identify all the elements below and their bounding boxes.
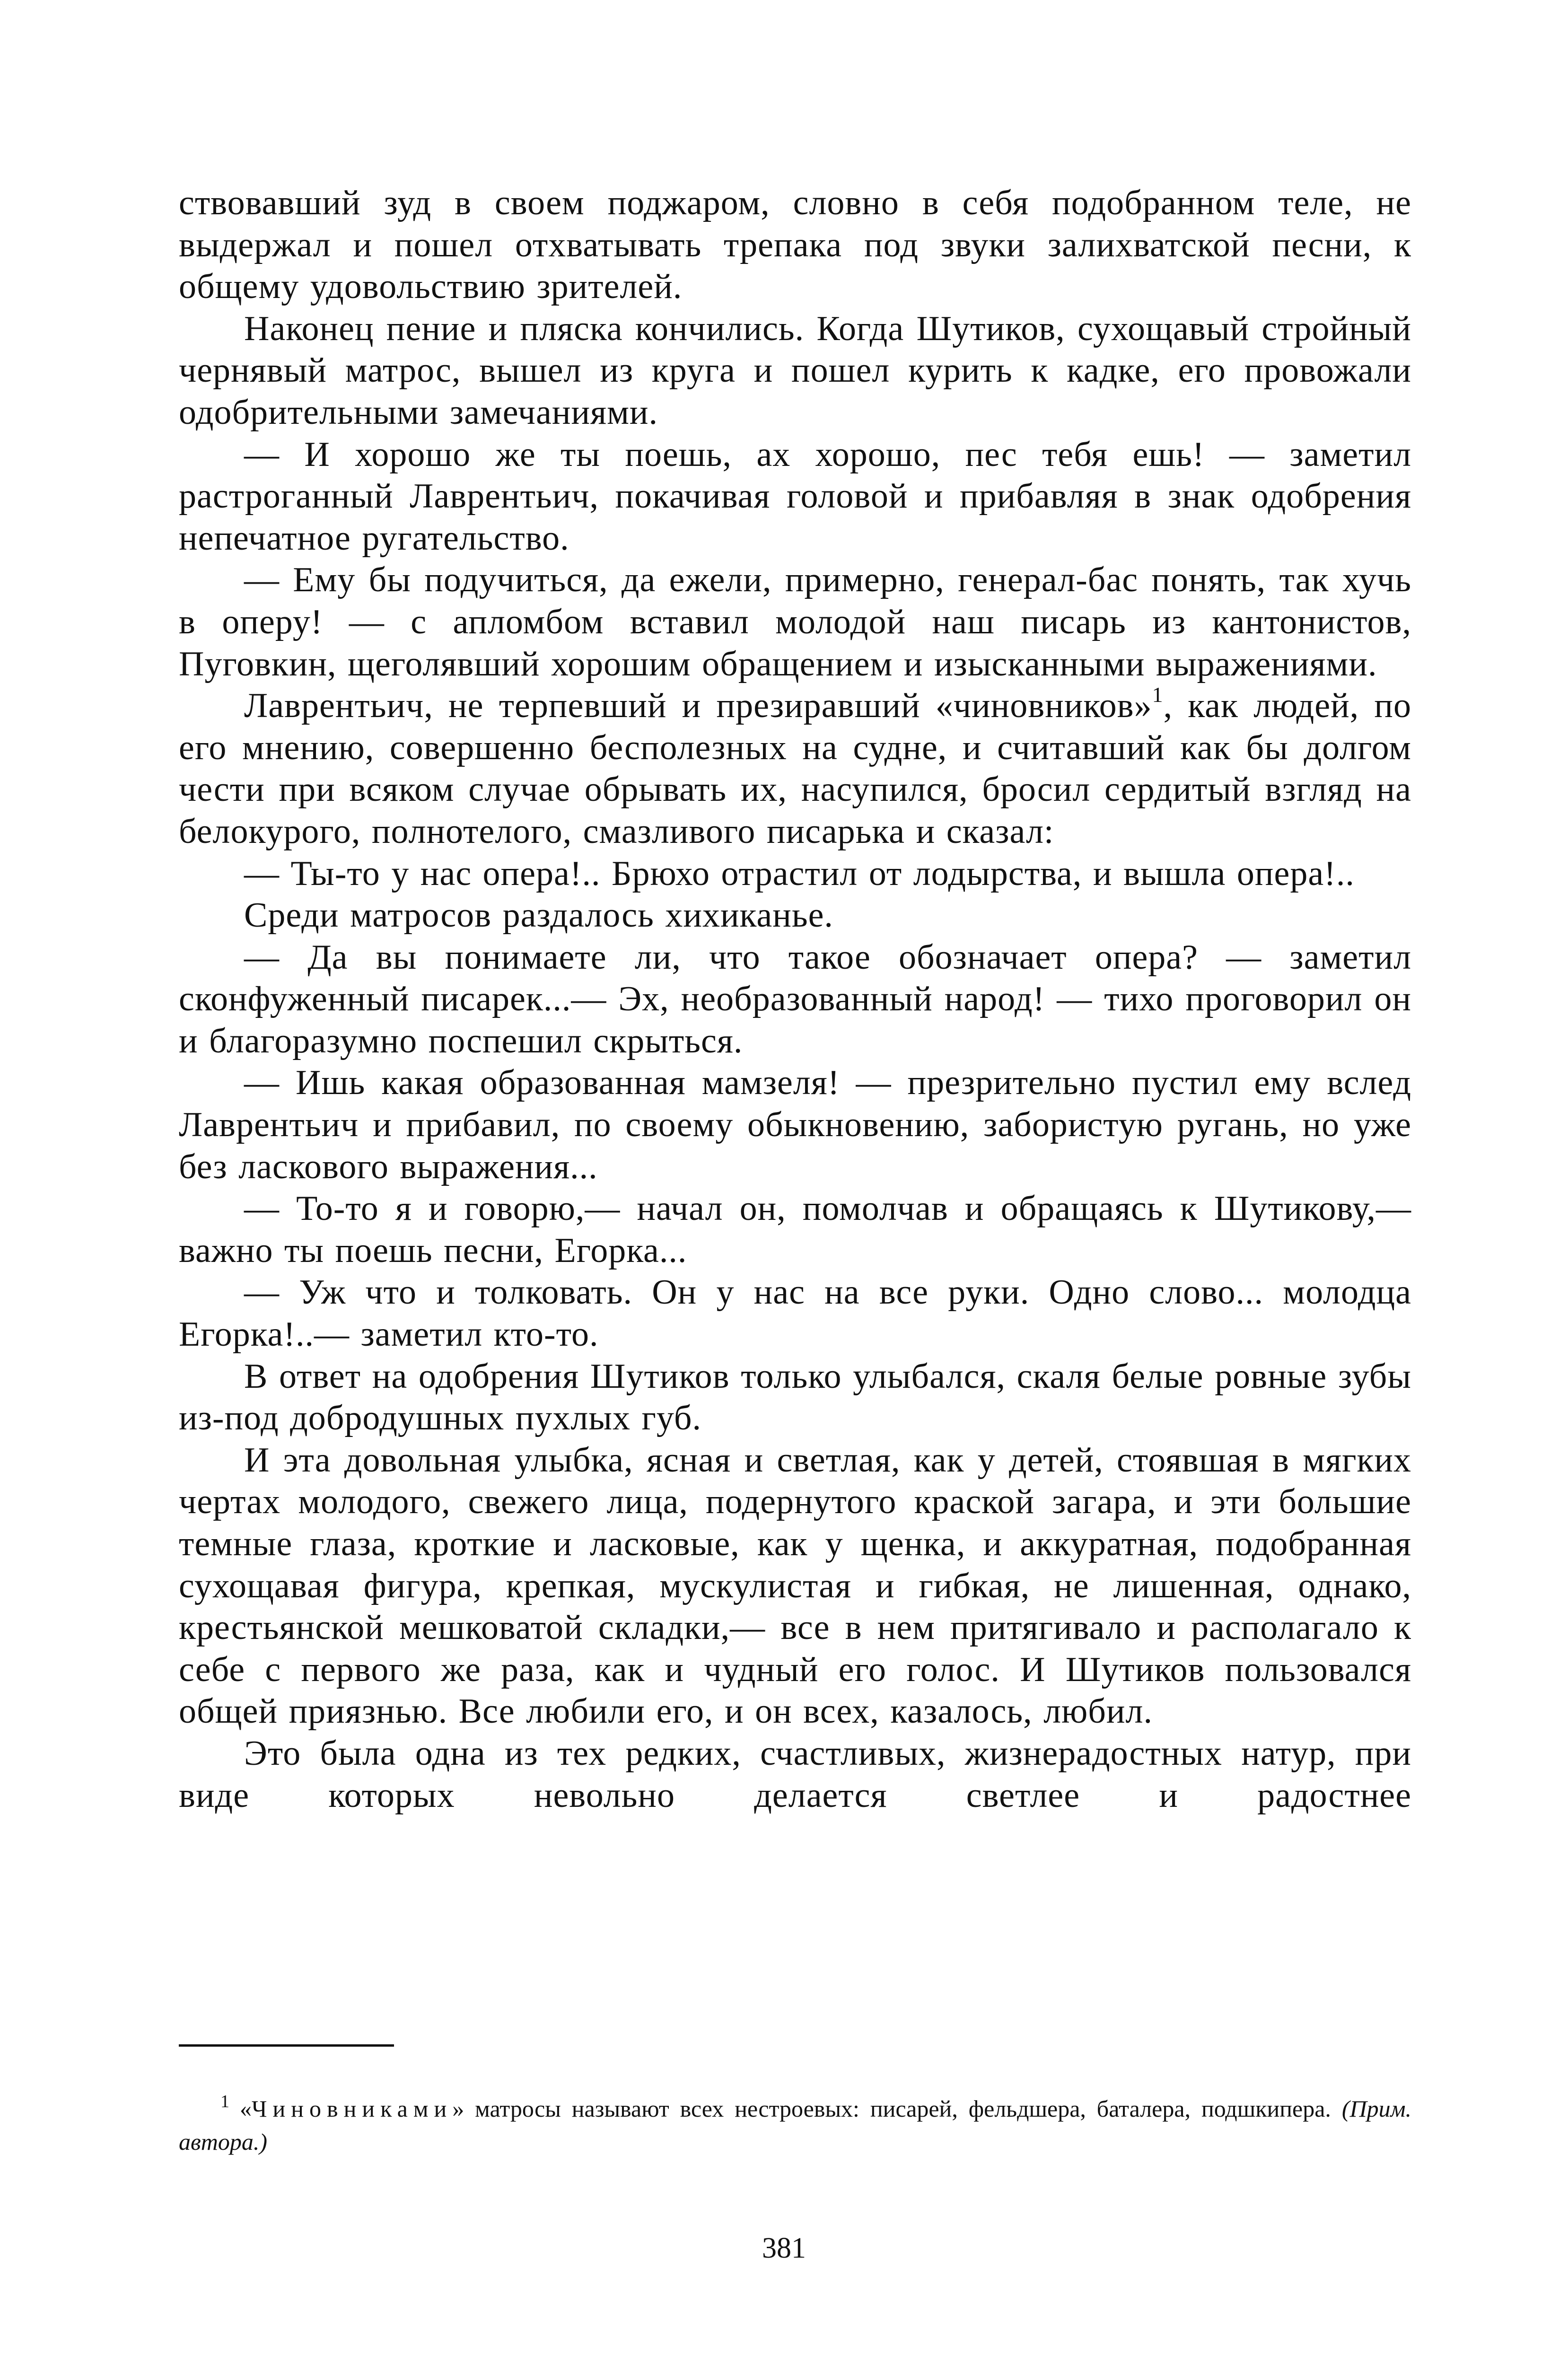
main-text [179, 182, 1411, 1816]
paragraph-5-rest: , как людей, по его мнению, совершенно бесполезных на судне, и считавший как бы долгом чести при всяком случае обрывать их, насупился, бросил сердитый взгляд на белокурого, полнотелого, смазливого писарька и сказал: [179, 686, 1411, 851]
footnote-text: » матросы называют всех нестроевых: писарей, фельдшера, баталера, подшкипера. [452, 2095, 1342, 2122]
paragraph-2: Наконец пение и пляска кончились. Когда Шутиков, сухощавый стройный чернявый матрос, вышел из круга и пошел курить к кадке, его провожали одобрительными замечаниями. [179, 309, 1411, 432]
paragraph-10: — То-то я и говорю,— начал он, помолчав и обращаясь к Шутикову,— важно ты поешь песни, Егорка... [179, 1189, 1411, 1270]
paragraph-11: — Уж что и толковать. Он у нас на все руки. Одно слово... молодца Егорка!..— заметил кто-то. [179, 1273, 1411, 1354]
footnote-open-quote: « [240, 2095, 252, 2122]
footnote-separator [179, 2044, 394, 2047]
footnote-spaced-word: Чиновниками [252, 2095, 453, 2122]
paragraph-5-start: Лаврентьич, не терпевший и презиравший «чиновников» [244, 686, 1152, 726]
paragraph-5 [179, 685, 1411, 852]
paragraph-3: — И хорошо же ты поешь, ах хорошо, пес тебя ешь! — заметил растроганный Лаврентьич, покачивая головой и прибавляя в знак одобрения непечатное ругательство. [179, 435, 1411, 558]
paragraph-14: Это была одна из тех редких, счастливых, жизнерадостных натур, при виде которых невольно делается светлее и радостнее [179, 1734, 1411, 1815]
footnote [179, 2085, 1411, 2158]
paragraph-13: И эта довольная улыбка, ясная и светлая, как у детей, стоявшая в мягких чертах молодого, свежего лица, подернутого краской загара, и эти большие темные глаза, кроткие и ласковые, как у щенка, и аккуратная, подобранная сухощавая фигура, крепкая, мускулистая и гибкая, не лишенная, однако, крестьянской мешковатой складки,— все в нем притягивало и располагало к себе с первого же раза, как и чудный его голос. И Шутиков пользовался общей приязнью. Все любили его, и он всех, казалось, любил. [179, 1440, 1411, 1731]
paragraph-8: — Да вы понимаете ли, что такое обозначает опера? — заметил сконфуженный писарек...— Эх, необразованный народ! — тихо проговорил он и благоразумно поспешил скрыться. [179, 937, 1411, 1060]
paragraph-7: Среди матросов раздалось хихиканье. [244, 896, 833, 935]
paragraph-1: ствовавший зуд в своем поджаром, словно в себя подобранном теле, не выдержал и пошел отхватывать трепака под звуки залихватской песни, к общему удовольствию зрителей. [179, 184, 1411, 307]
footnote-reference: 1 [1152, 683, 1164, 707]
paragraph-9: — Ишь какая образованная мамзеля! — презрительно пустил ему вслед Лаврентьич и прибавил, по своему обыкновению, забористую ругань, но уже без ласкового выражения... [179, 1063, 1411, 1186]
page-number: 381 [762, 2232, 806, 2264]
paragraph-12: В ответ на одобрения Шутиков только улыбался, скаля белые ровные зубы из-под добродушных пухлых губ. [179, 1357, 1411, 1438]
paragraph-4: — Ему бы подучиться, да ежели, примерно, генерал-бас понять, так хучь в оперу! — с апломбом вставил молодой наш писарь из кантонистов, Пуговкин, щеголявший хорошим обращением и изысканными выражениями. [179, 561, 1411, 683]
paragraph-6: — Ты-то у нас опера!.. Брюхо отрастил от лодырства, и вышла опера!.. [244, 854, 1355, 893]
footnote-marker: 1 [220, 2092, 229, 2111]
footnote-author-note: (Прим. автора.) [179, 2095, 1411, 2155]
